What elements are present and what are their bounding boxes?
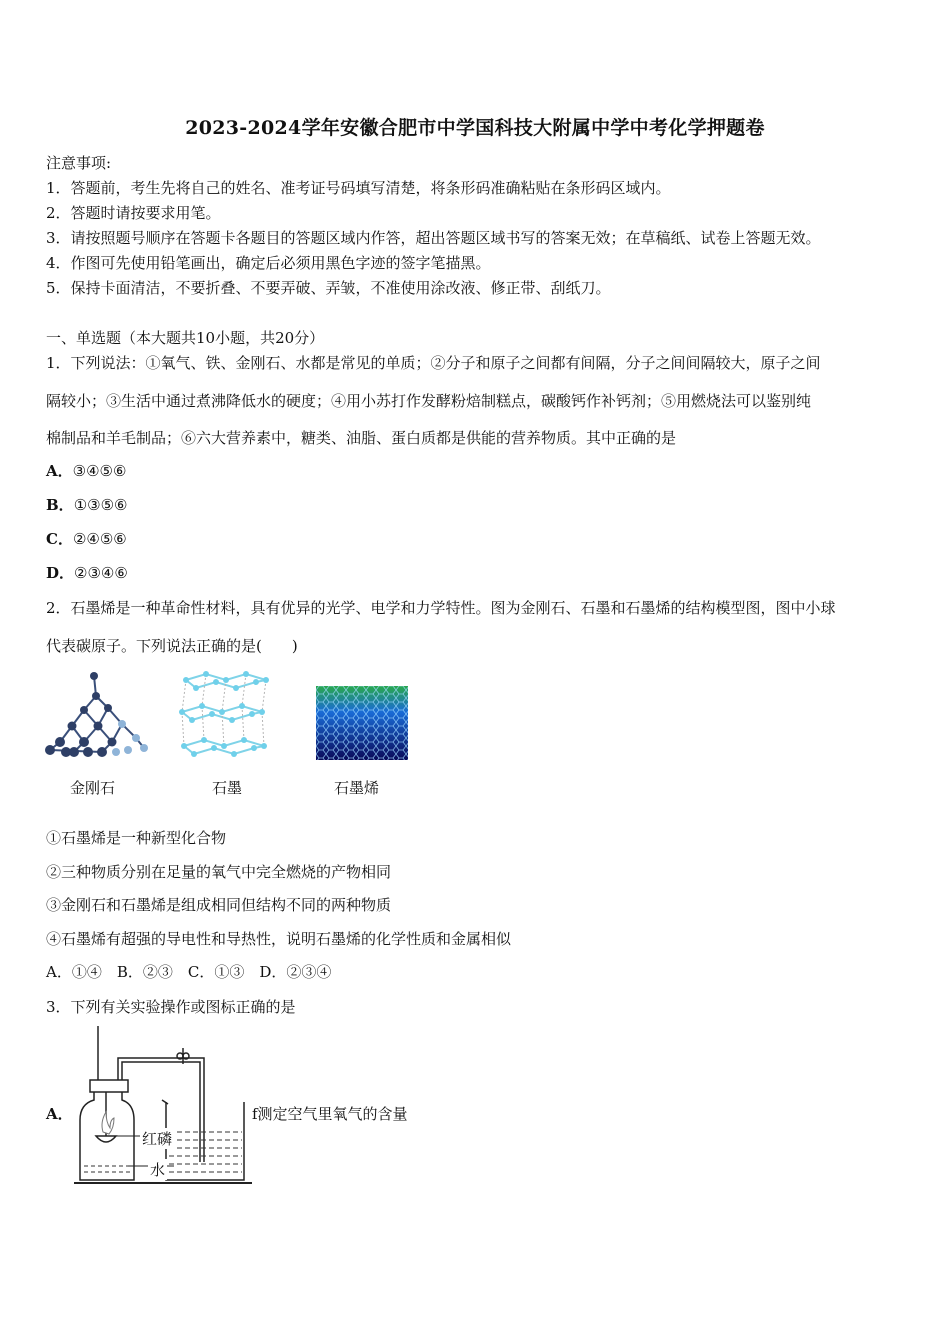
q2-statement: ②三种物质分别在足量的氧气中完全燃烧的产物相同 bbox=[46, 863, 392, 881]
label-water: 水 bbox=[150, 1161, 166, 1179]
notice-item: 1．答题前，考生先将自己的姓名、准考证号码填写清楚，将条形码准确粘贴在条形码区域内。 bbox=[46, 179, 671, 197]
notice-item: 2．答题时请按要求用笔。 bbox=[46, 204, 221, 222]
caption-graphene: 石墨烯 bbox=[334, 779, 380, 797]
graphite-structure-figure bbox=[176, 668, 276, 764]
notice-item: 5．保持卡面清洁，不要折叠、不要弄破、弄皱，不准使用涂改液、修正带、刮纸刀。 bbox=[46, 279, 611, 297]
option-label: B． bbox=[46, 496, 74, 514]
notice-heading: 注意事项: bbox=[46, 154, 112, 172]
notice-item: 3．请按照题号顺序在答题卡各题目的答题区域内作答，超出答题区域书写的答案无效；在草稿纸、试卷上答题无效。 bbox=[46, 229, 821, 247]
q1-option-b[interactable] bbox=[46, 494, 127, 515]
caption-graphite: 石墨 bbox=[212, 779, 243, 797]
caption-diamond: 金刚石 bbox=[70, 779, 116, 797]
q2-stem-line: 代表碳原子。下列说法正确的是( ) bbox=[46, 637, 298, 655]
q1-option-a[interactable] bbox=[46, 460, 126, 481]
option-text: ②④⑤⑥ bbox=[72, 530, 127, 548]
notice-item: 4．作图可先使用铅笔画出，确定后必须用黑色字迹的签字笔描黑。 bbox=[46, 254, 491, 272]
q2-statement: ①石墨烯是一种新型化合物 bbox=[46, 829, 227, 847]
option-label: C． bbox=[46, 530, 73, 548]
q2-statement: ④石墨烯有超强的导电性和导热性，说明石墨烯的化学性质和金属相似 bbox=[46, 930, 512, 948]
option-text: ③④⑤⑥ bbox=[72, 462, 127, 480]
q3-option-a-label[interactable]: A． bbox=[46, 1105, 73, 1123]
q1-stem-line: 棉制品和羊毛制品；⑥六大营养素中，糖类、油脂、蛋白质都是供能的营养物质。其中正确的是 bbox=[46, 429, 677, 447]
option-label: D． bbox=[46, 564, 75, 582]
option-text: ②③④⑥ bbox=[74, 564, 128, 582]
q1-option-d[interactable] bbox=[46, 562, 128, 583]
page-title: 2023-2024学年安徽合肥市中学国科技大附属中学中考化学押题卷 bbox=[185, 117, 765, 139]
option-text: ①③⑤⑥ bbox=[73, 496, 128, 514]
q1-stem-line: 隔较小；③生活中通过煮沸降低水的硬度；④用小苏打作发酵粉焙制糕点，碳酸钙作补钙剂；⑤用燃烧法可以鉴别纯 bbox=[46, 392, 812, 410]
q2-statement: ③金刚石和石墨烯是组成相同但结构不同的两种物质 bbox=[46, 896, 392, 914]
q3-option-a-text[interactable]: f测定空气里氧气的含量 bbox=[252, 1105, 408, 1123]
q1-option-c[interactable] bbox=[46, 528, 127, 549]
q2-options[interactable]: A．①④ B．②③ C．①③ D．②③④ bbox=[46, 963, 332, 981]
graphene-structure-figure bbox=[316, 686, 408, 760]
q2-stem-line: 2．石墨烯是一种革命性材料，具有优异的光学、电学和力学特性。图为金刚石、石墨和石墨烯的结构模型图，图中小球 bbox=[46, 599, 836, 617]
section-heading: 一、单选题（本大题共10小题，共20分） bbox=[46, 329, 325, 347]
option-label: A． bbox=[46, 462, 73, 480]
diamond-structure-figure bbox=[44, 668, 152, 764]
label-red-phosphorus: 红磷 bbox=[142, 1130, 173, 1148]
q1-stem-line: 1．下列说法：①氧气、铁、金刚石、水都是常见的单质；②分子和原子之间都有间隔，分子之间间隔较大，原子之间 bbox=[46, 354, 821, 372]
q3-stem: 3．下列有关实验操作或图标正确的是 bbox=[46, 998, 296, 1016]
